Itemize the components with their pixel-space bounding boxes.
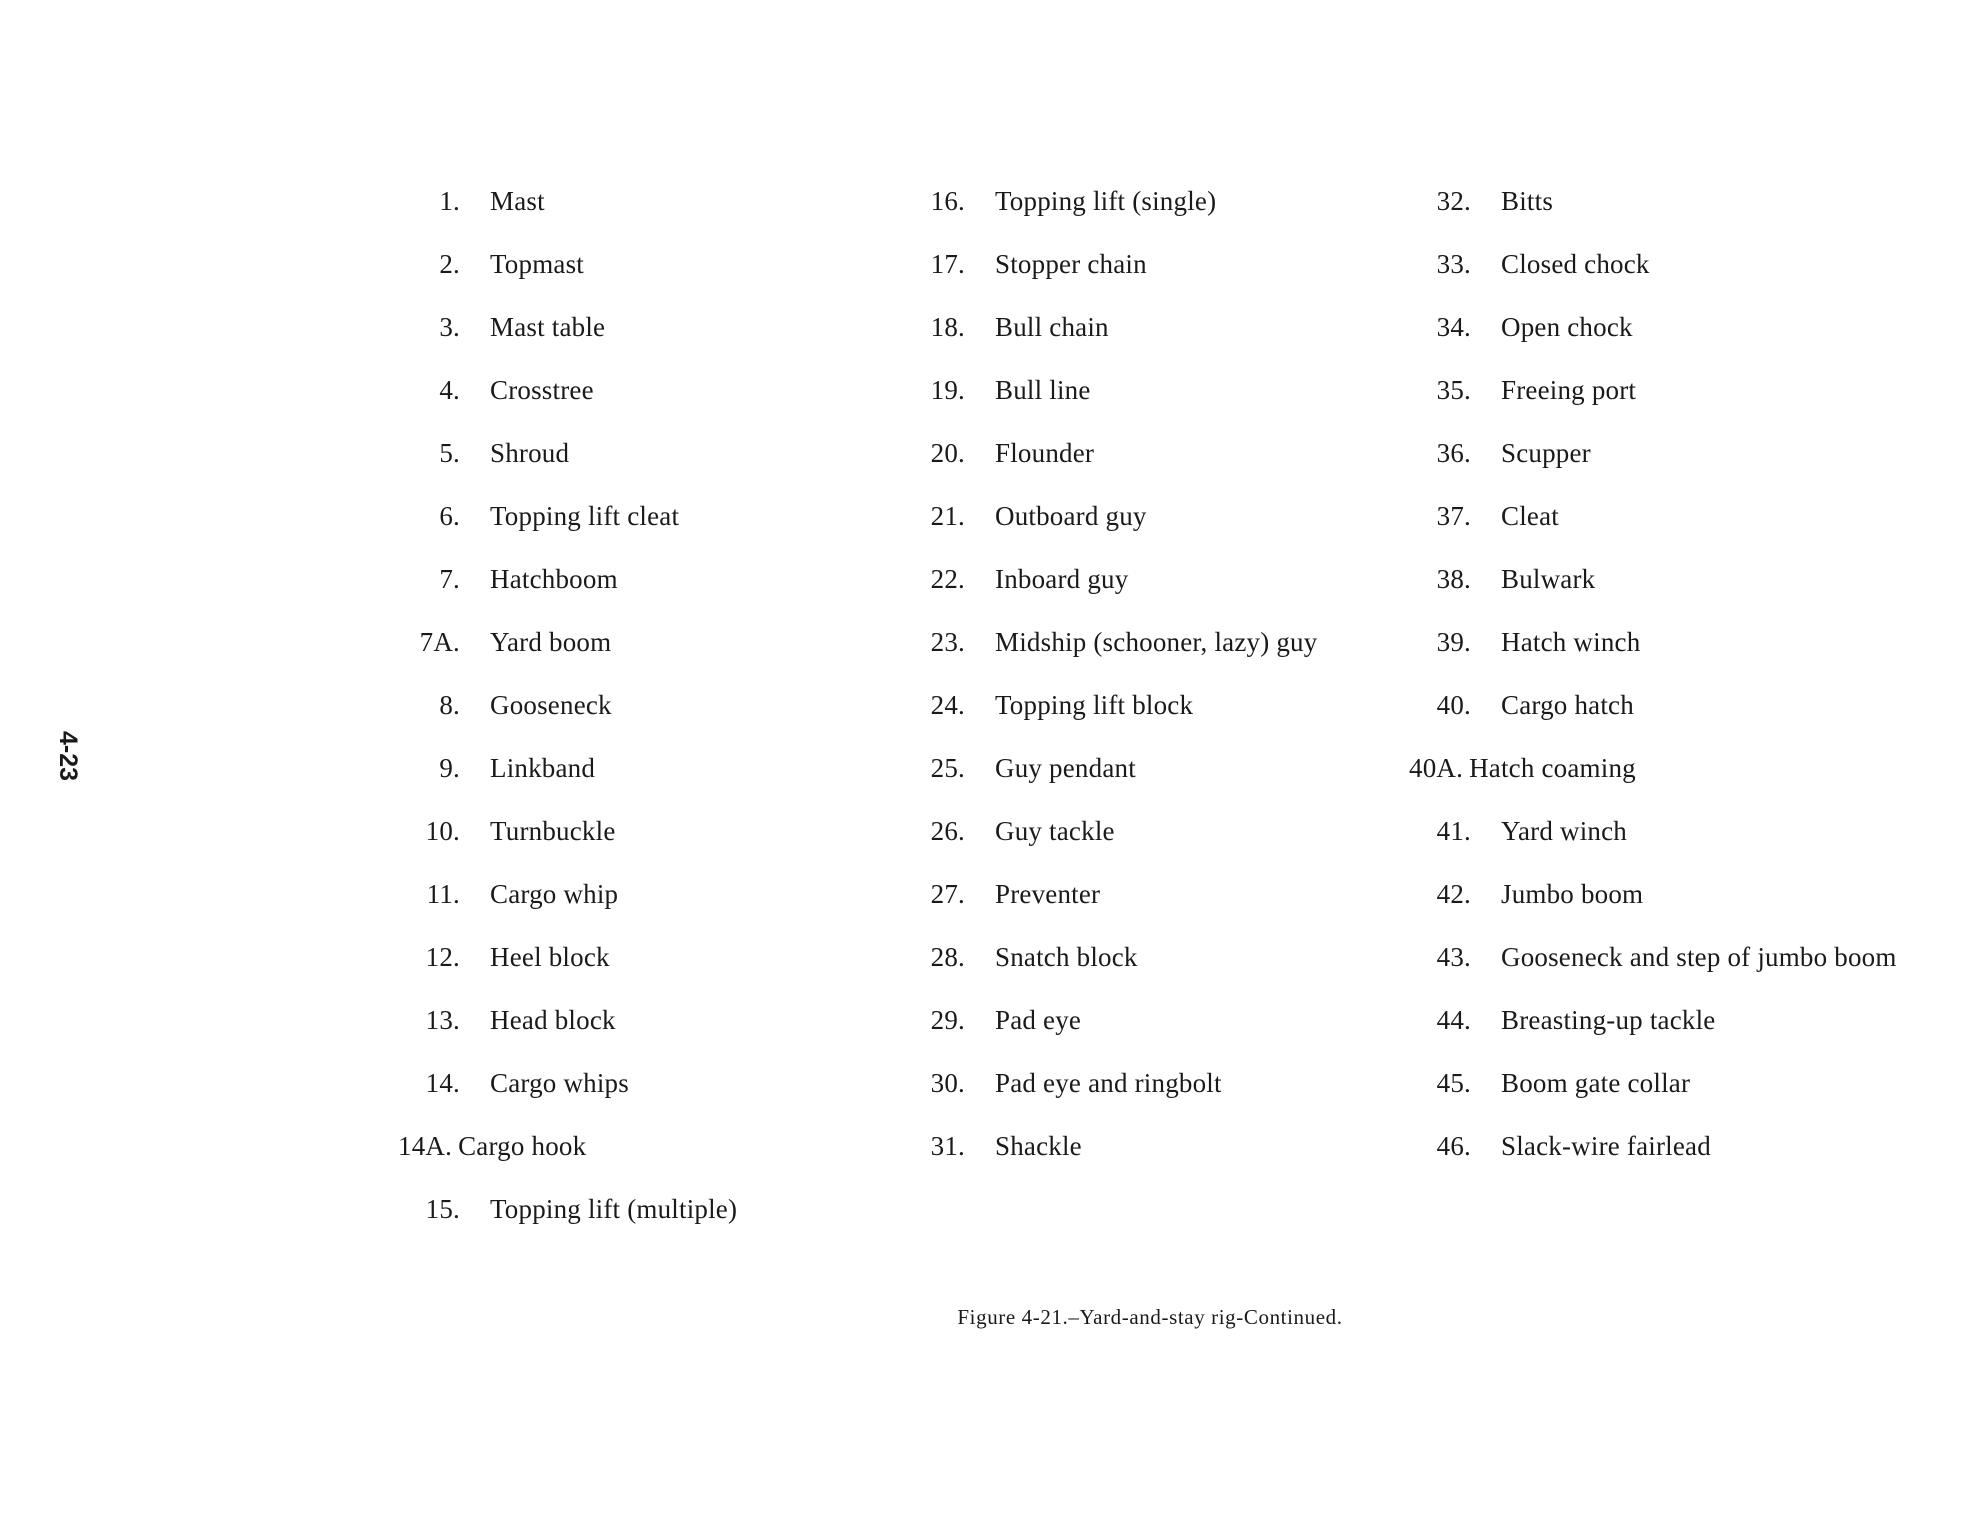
legend-item [1409, 816, 1897, 879]
legend-item [398, 312, 737, 375]
legend-item-number: 25. [930, 753, 965, 783]
legend-item-label: Inboard guy [995, 564, 1129, 594]
legend-item-label: Snatch block [995, 942, 1138, 972]
legend-item [1409, 1131, 1897, 1194]
legend-item [398, 438, 737, 501]
legend-item [398, 564, 737, 627]
legend-item-label: Mast [490, 186, 545, 216]
legend-item [903, 249, 1317, 312]
legend-item-label: Guy tackle [995, 816, 1115, 846]
legend-item [398, 375, 737, 438]
legend-item-label: Linkband [490, 753, 596, 783]
legend-item [398, 186, 737, 249]
legend-item-label: Topping lift block [995, 690, 1194, 720]
legend-item-label: Bitts [1501, 186, 1554, 216]
legend-item-label: Preventer [995, 879, 1101, 909]
legend-item [903, 312, 1317, 375]
legend-item [398, 879, 737, 942]
legend-item-label: Gooseneck [490, 690, 612, 720]
legend-item-number: 17. [930, 249, 965, 279]
legend-item [398, 1005, 737, 1068]
legend-item-label: Heel block [490, 942, 610, 972]
legend-item [903, 816, 1317, 879]
legend-item [903, 186, 1317, 249]
legend-item [1409, 942, 1897, 1005]
legend-item-label: Pad eye [995, 1005, 1082, 1035]
legend-item-label: Head block [490, 1005, 616, 1035]
legend-item-number: 9. [439, 753, 460, 783]
legend-item-label: Topping lift (multiple) [490, 1194, 738, 1224]
legend-item-label: Hatchboom [490, 564, 618, 594]
legend-item-label: Topping lift (single) [995, 186, 1217, 216]
legend-item-number: 32. [1436, 186, 1471, 216]
legend-item [1409, 627, 1897, 690]
legend-item-label: Cargo hook [458, 1131, 587, 1161]
legend-item [1409, 501, 1897, 564]
legend-item-number: 8. [439, 690, 460, 720]
legend-item-number: 19. [930, 375, 965, 405]
legend-item-label: Crosstree [490, 375, 594, 405]
legend-item-label: Yard winch [1501, 816, 1628, 846]
legend-item [1409, 1068, 1897, 1131]
legend-column-1 [398, 186, 737, 1257]
legend-item-number: 33. [1436, 249, 1471, 279]
legend-item [903, 438, 1317, 501]
legend-item-number: 21. [930, 501, 965, 531]
legend-item-label: Mast table [490, 312, 606, 342]
legend-item-label: Bulwark [1501, 564, 1596, 594]
legend-item [1409, 564, 1897, 627]
legend-item [903, 879, 1317, 942]
legend-item-number: 28. [930, 942, 965, 972]
legend-item-number: 46. [1436, 1131, 1471, 1161]
legend-item [1409, 312, 1897, 375]
legend-item-number: 7. [439, 564, 460, 594]
legend-item [903, 375, 1317, 438]
legend-item [398, 753, 737, 816]
legend-item-label: Freeing port [1501, 375, 1637, 405]
legend-item-number: 10. [425, 816, 460, 846]
legend-item [903, 501, 1317, 564]
legend-item [903, 627, 1317, 690]
legend-item-label: Topmast [490, 249, 585, 279]
legend-item-label: Guy pendant [995, 753, 1136, 783]
legend-item-number: 26. [930, 816, 965, 846]
legend-item-label: Gooseneck and step of jumbo boom [1501, 942, 1897, 972]
legend-item-number: 15. [425, 1194, 460, 1224]
legend-item-label: Boom gate collar [1501, 1068, 1691, 1098]
legend-item-label: Midship (schooner, lazy) guy [995, 627, 1318, 657]
legend-item-label: Breasting-up tackle [1501, 1005, 1716, 1035]
legend-item-number: 30. [930, 1068, 965, 1098]
legend-item-label: Cleat [1501, 501, 1559, 531]
legend-item-label: Turnbuckle [490, 816, 616, 846]
legend-item [903, 942, 1317, 1005]
legend-item [903, 564, 1317, 627]
legend-item-number: 45. [1436, 1068, 1471, 1098]
legend-item-number: 44. [1436, 1005, 1471, 1035]
legend-item-number: 23. [930, 627, 965, 657]
legend-item-label: Scupper [1501, 438, 1591, 468]
figure-caption: Figure 4-21.–Yard-and-stay rig-Continued. [957, 1305, 1343, 1329]
legend-item-number: 24. [930, 690, 965, 720]
legend-item-label: Closed chock [1501, 249, 1650, 279]
legend-item-number: 38. [1436, 564, 1471, 594]
legend-item [1409, 1005, 1897, 1068]
legend-column-3 [1409, 186, 1897, 1194]
legend-item-number: 7A. [419, 627, 460, 657]
legend-item-label: Outboard guy [995, 501, 1147, 531]
page-number: 4-23 [54, 730, 82, 782]
legend-item-label: Slack-wire fairlead [1501, 1131, 1711, 1161]
legend-item [903, 690, 1317, 753]
legend-item-label: Jumbo boom [1501, 879, 1644, 909]
legend-item [398, 1194, 737, 1257]
legend-item-label: Bull chain [995, 312, 1109, 342]
legend-item-label: Hatch coaming [1469, 753, 1636, 783]
legend-item [903, 753, 1317, 816]
legend-item-label: Pad eye and ringbolt [995, 1068, 1222, 1098]
legend-item [1409, 249, 1897, 312]
legend-item [1409, 186, 1897, 249]
legend-item [398, 1131, 737, 1194]
legend-item [398, 816, 737, 879]
legend-item-number: 4. [439, 375, 460, 405]
legend-item [398, 942, 737, 1005]
legend-item-number: 39. [1436, 627, 1471, 657]
legend-item-number: 12. [425, 942, 460, 972]
legend-item [398, 501, 737, 564]
legend-item-label: Hatch winch [1501, 627, 1641, 657]
legend-item-label: Yard boom [490, 627, 612, 657]
legend-item-number: 20. [930, 438, 965, 468]
legend-item-number: 36. [1436, 438, 1471, 468]
legend-item-number: 40. [1436, 690, 1471, 720]
legend-item-number: 37. [1436, 501, 1471, 531]
legend-item-number: 40A. [1409, 753, 1464, 783]
legend-item-number: 5. [439, 438, 460, 468]
legend-column-2 [903, 186, 1317, 1194]
legend-item-number: 13. [425, 1005, 460, 1035]
legend-item [1409, 879, 1897, 942]
legend-item-number: 14A. [398, 1131, 453, 1161]
legend-item-label: Stopper chain [995, 249, 1147, 279]
legend-item [1409, 753, 1897, 816]
legend-item-label: Topping lift cleat [490, 501, 680, 531]
legend-item-number: 3. [439, 312, 460, 342]
legend-item [1409, 375, 1897, 438]
legend-item [1409, 438, 1897, 501]
legend-item [903, 1005, 1317, 1068]
legend-item-label: Shroud [490, 438, 570, 468]
legend-item-label: Cargo hatch [1501, 690, 1634, 720]
legend-item-number: 6. [439, 501, 460, 531]
legend-item-label: Cargo whip [490, 879, 619, 909]
legend-item [398, 1068, 737, 1131]
legend-item [903, 1131, 1317, 1194]
legend-item-number: 18. [930, 312, 965, 342]
legend-item-number: 11. [426, 879, 460, 909]
legend-item [398, 249, 737, 312]
legend-item-number: 35. [1436, 375, 1471, 405]
legend-item-label: Cargo whips [490, 1068, 629, 1098]
legend-item-number: 1. [439, 186, 460, 216]
legend-item-number: 22. [930, 564, 965, 594]
legend-item-label: Open chock [1501, 312, 1633, 342]
legend-item-number: 43. [1436, 942, 1471, 972]
legend-item-number: 16. [930, 186, 965, 216]
legend-item-number: 31. [930, 1131, 965, 1161]
legend-item-number: 29. [930, 1005, 965, 1035]
legend-item [1409, 690, 1897, 753]
legend-item-number: 42. [1436, 879, 1471, 909]
legend-item [903, 1068, 1317, 1131]
legend-item-label: Flounder [995, 438, 1095, 468]
legend-item-number: 41. [1436, 816, 1471, 846]
legend-item-label: Bull line [995, 375, 1091, 405]
legend-item-number: 14. [425, 1068, 460, 1098]
legend-item-number: 2. [439, 249, 460, 279]
legend-item-label: Shackle [995, 1131, 1082, 1161]
legend-item [398, 627, 737, 690]
legend-item-number: 27. [930, 879, 965, 909]
legend-item-number: 34. [1436, 312, 1471, 342]
legend-item [398, 690, 737, 753]
